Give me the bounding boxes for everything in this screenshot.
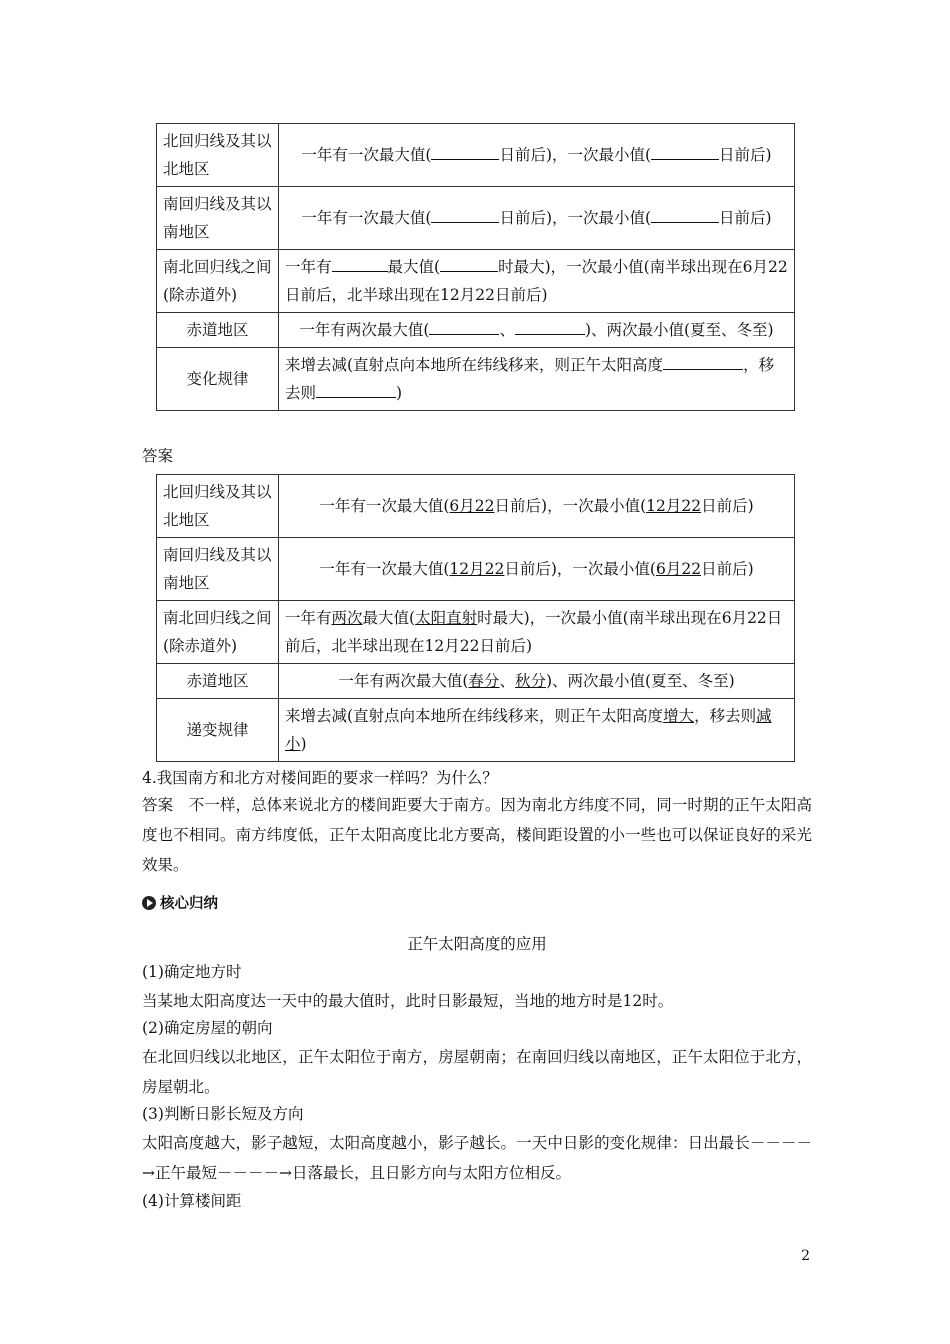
fill-blank[interactable] [431, 204, 499, 223]
table-row [157, 699, 795, 762]
row-content: 一年有一次最大值( 日前后)，一次最小值( 日前后) [279, 187, 795, 250]
fill-blank[interactable] [663, 351, 743, 370]
row-content: 一年有两次最大值(春分、秋分)、两次最小值(夏至、冬至) [279, 664, 795, 699]
row-label: 赤道地区 [157, 664, 279, 699]
table-row [157, 313, 795, 348]
question-table [156, 123, 795, 411]
answer-label: 答案 [142, 796, 174, 814]
subsection-title: (4)计算楼间距 [142, 1192, 242, 1210]
question-4-answer [142, 790, 812, 880]
row-content: 一年有一次最大值(12月22日前后)，一次最小值(6月22日前后) [279, 538, 795, 601]
fill-blank[interactable] [316, 379, 396, 398]
row-label: 递变规律 [157, 699, 279, 762]
fill-blank[interactable] [515, 316, 585, 335]
table-row [157, 538, 795, 601]
subsection-text: 当某地太阳高度达一天中的最大值时，此时日影最短，当地的地方时是12时。 [142, 992, 674, 1010]
answer-fill: 增大 [663, 707, 695, 725]
play-circle-icon [142, 896, 156, 910]
row-label: 赤道地区 [157, 313, 279, 348]
answer-label: 答案 [142, 447, 174, 465]
answer-fill: 两次 [331, 609, 363, 627]
fill-blank[interactable] [440, 253, 498, 272]
answer-fill: 太阳直射 [415, 609, 478, 627]
subsection-text: 在北回归线以北地区，正午太阳位于南方，房屋朝南；在南回归线以南地区，正午太阳位于北方，房屋朝北。 [142, 1048, 812, 1096]
row-label: 南回归线及其以南地区 [157, 187, 279, 250]
table-row [157, 187, 795, 250]
answer-fill: 春分 [468, 672, 500, 690]
table-row [157, 250, 795, 313]
row-content: 一年有 最大值( 时最大)，一次最小值(南半球出现在6月22日前后，北半球出现在12月22日前后) [279, 250, 795, 313]
table-row [157, 348, 795, 411]
row-content: 一年有一次最大值( 日前后)，一次最小值( 日前后) [279, 124, 795, 187]
row-content: 一年有两次最大值( 、 )、两次最小值(夏至、冬至) [279, 313, 795, 348]
fill-blank[interactable] [429, 316, 499, 335]
answer-fill: 12月22 [449, 560, 505, 578]
question-4: 4.我国南方和北方对楼间距的要求一样吗？为什么？ [142, 769, 498, 787]
fill-blank[interactable] [332, 253, 388, 272]
row-content: 一年有一次最大值(6月22日前后)，一次最小值(12月22日前后) [279, 475, 795, 538]
core-summary-heading: 核心归纳 [142, 892, 218, 913]
row-label: 变化规律 [157, 348, 279, 411]
answer-text: 不一样，总体来说北方的楼间距要大于南方。因为南北方纬度不同，同一时期的正午太阳高度也不相同。南方纬度低，正午太阳高度比北方要高，楼间距设置的小一些也可以保证良好的采光效果。 [142, 796, 812, 874]
subsection-text: 太阳高度越大，影子越短，太阳高度越小，影子越长。一天中日影的变化规律：日出最长－－－－→正午最短－－－－→日落最长，且日影方向与太阳方位相反。 [142, 1134, 812, 1182]
fill-blank[interactable] [651, 204, 719, 223]
row-label: 南北回归线之间(除赤道外) [157, 601, 279, 664]
row-label: 北回归线及其以北地区 [157, 475, 279, 538]
subsection-title: (1)确定地方时 [142, 963, 242, 981]
row-label: 南北回归线之间(除赤道外) [157, 250, 279, 313]
section-title: 正午太阳高度的应用 [407, 935, 547, 953]
answer-fill: 秋分 [514, 672, 546, 690]
table-row [157, 601, 795, 664]
answer-fill: 12月22 [646, 497, 702, 515]
fill-blank[interactable] [431, 141, 499, 160]
row-content: 来增去减(直射点向本地所在纬线移来，则正午太阳高度 ，移去则 ) [279, 348, 795, 411]
answer-table [156, 474, 795, 762]
table-row [157, 124, 795, 187]
answer-fill: 减小 [285, 707, 772, 753]
row-content: 一年有两次最大值(太阳直射时最大)，一次最小值(南半球出现在6月22日前后，北半球出现在12月22日前后) [279, 601, 795, 664]
row-label: 北回归线及其以北地区 [157, 124, 279, 187]
answer-fill: 6月22 [655, 560, 702, 578]
fill-blank[interactable] [651, 141, 719, 160]
table-row [157, 664, 795, 699]
row-label: 南回归线及其以南地区 [157, 538, 279, 601]
table-row [157, 475, 795, 538]
page-number: 2 [801, 1248, 810, 1264]
row-content: 来增去减(直射点向本地所在纬线移来，则正午太阳高度增大，移去则减小) [279, 699, 795, 762]
answer-fill: 6月22 [449, 497, 495, 515]
subsection-title: (2)确定房屋的朝向 [142, 1019, 273, 1037]
subsection-title: (3)判断日影长短及方向 [142, 1105, 304, 1123]
